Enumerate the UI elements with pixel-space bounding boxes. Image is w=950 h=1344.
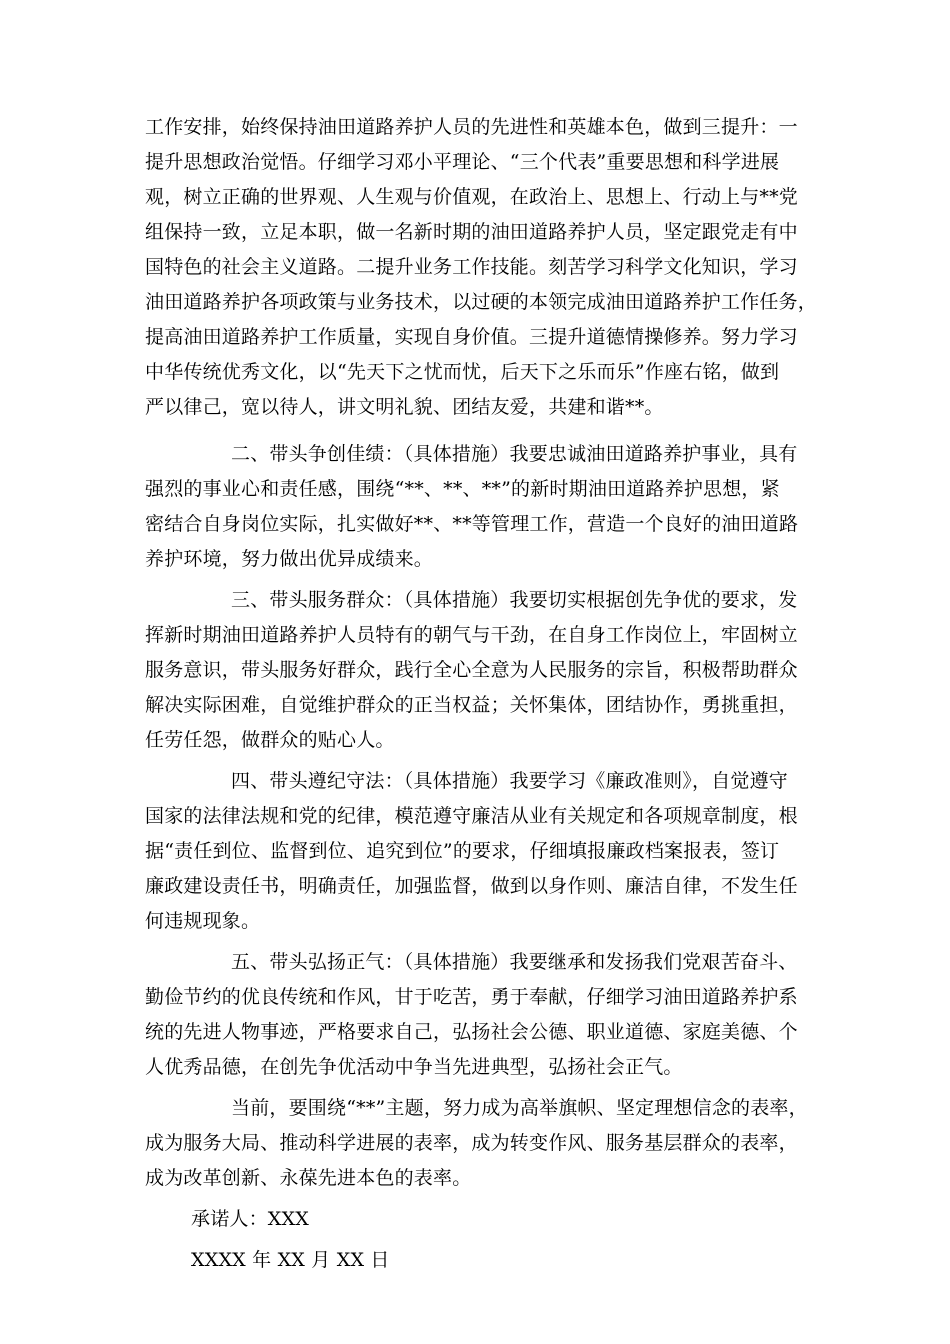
text-line: 密结合自身岗位实际，扎实做好**、**等管理工作，营造一个良好的油田道路 — [145, 513, 799, 535]
text-line: 国家的法律法规和党的纪律，模范遵守廉洁从业有关规定和各项规章制度，根 — [145, 805, 798, 827]
date-line: XXXX 年 XX 月 XX 日 — [191, 1249, 390, 1271]
text-line: 提高油田道路养护工作质量，实现自身价值。三提升道德情操修养。努力学习 — [145, 326, 798, 348]
text-line: 国特色的社会主义道路。二提升业务工作技能。刻苦学习科学文化知识，学习 — [145, 256, 798, 278]
text-line: 强烈的事业心和责任感，围绕“**、**、**”的新时期油田道路养护思想，紧 — [145, 478, 780, 500]
text-line: 五、带头弘扬正气：（具体措施）我要继承和发扬我们党艰苦奋斗、 — [231, 951, 798, 973]
text-line: 解决实际困难，自觉维护群众的正当权益；关怀集体，团结协作，勇挑重担， — [145, 694, 798, 716]
text-line: 成为服务大局、推动科学进展的表率，成为转变作风、服务基层群众的表率， — [145, 1132, 798, 1154]
text-line: 勤俭节约的优良传统和作风，甘于吃苦，勇于奉献，仔细学习油田道路养护系 — [145, 986, 798, 1008]
text-line: 服务意识，带头服务好群众，践行全心全意为人民服务的宗旨，积极帮助群众 — [145, 659, 798, 681]
text-line: 组保持一致，立足本职，做一名新时期的油田道路养护人员，坚定跟党走有中 — [145, 221, 798, 243]
text-line: 挥新时期油田道路养护人员特有的朝气与干劲，在自身工作岗位上，牢固树立 — [145, 624, 798, 646]
text-line: 据“责任到位、监督到位、追究到位”的要求，仔细填报廉政档案报表，签订 — [145, 840, 780, 862]
text-line: 人优秀品德，在创先争优活动中争当先进典型，弘扬社会正气。 — [145, 1056, 683, 1078]
text-line: 当前，要围绕“**”主题，努力成为高举旗帜、坚定理想信念的表率， — [231, 1097, 808, 1119]
text-line: 中华传统优秀文化，以“先天下之忧而忧，后天下之乐而乐”作座右铭，做到 — [145, 361, 780, 383]
text-line: 严以律己，宽以待人，讲文明礼貌、团结友爱，共建和谐**。 — [145, 396, 664, 418]
text-line: 三、带头服务群众：（具体措施）我要切实根据创先争优的要求，发 — [231, 589, 798, 611]
text-line: 任劳任怨，做群众的贴心人。 — [145, 729, 395, 751]
text-line: 成为改革创新、永葆先进本色的表率。 — [145, 1167, 472, 1189]
text-line: 统的先进人物事迹，严格要求自己，弘扬社会公德、职业道德、家庭美德、个 — [145, 1021, 798, 1043]
promisor-line: 承诺人：XXX — [191, 1208, 309, 1230]
text-line: 何违规现象。 — [145, 910, 261, 932]
text-line: 观，树立正确的世界观、人生观与价值观，在政治上、思想上、行动上与**党 — [145, 186, 799, 208]
text-line: 四、带头遵纪守法：（具体措施）我要学习《廉政准则》，自觉遵守 — [231, 770, 789, 792]
text-line: 二、带头争创佳绩：（具体措施）我要忠诚油田道路养护事业，具有 — [231, 443, 798, 465]
text-line: 提升思想政治觉悟。仔细学习邓小平理论、“三个代表”重要思想和科学进展 — [145, 151, 780, 173]
text-line: 油田道路养护各项政策与业务技术，以过硬的本领完成油田道路养护工作任务， — [145, 291, 818, 313]
text-line: 工作安排，始终保持油田道路养护人员的先进性和英雄本色，做到三提升：一 — [145, 116, 798, 138]
text-line: 养护环境，努力做出优异成绩来。 — [145, 548, 434, 570]
text-line: 廉政建设责任书，明确责任，加强监督，做到以身作则、廉洁自律，不发生任 — [145, 875, 798, 897]
